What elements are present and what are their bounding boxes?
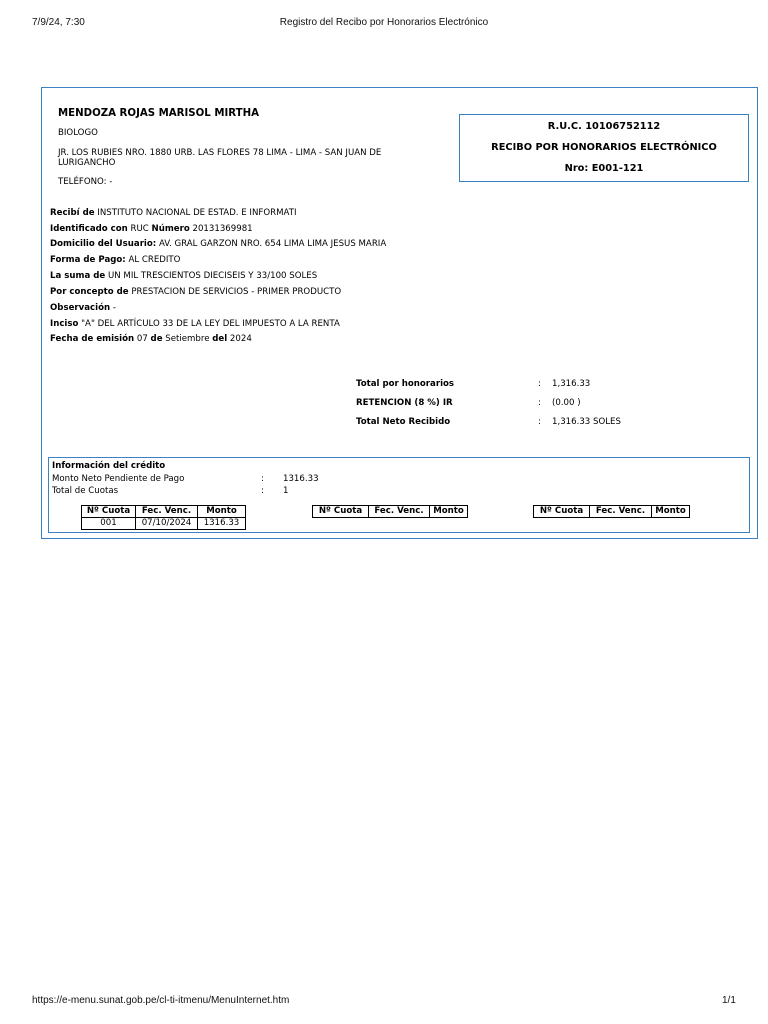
domicilio-label: Domicilio del Usuario: — [50, 239, 157, 249]
ident-number-label: Número — [151, 224, 190, 234]
retencion-value: (0.00 ) — [552, 398, 581, 408]
document-type: RECIBO POR HONORARIOS ELECTRÓNICO — [491, 142, 717, 153]
print-datetime: 7/9/24, 7:30 — [32, 17, 85, 28]
column-header-monto: Monto — [430, 506, 468, 518]
domicilio-value: AV. GRAL GARZON NRO. 654 LIMA LIMA JESUS MARIA — [158, 239, 387, 249]
issuer-phone: TELÉFONO: - — [58, 177, 113, 187]
cell-fec-venc: 07/10/2024 — [136, 518, 198, 530]
cuotas-sep: : — [261, 486, 264, 496]
column-header-monto: Monto — [652, 506, 690, 518]
column-header-monto: Monto — [198, 506, 246, 518]
column-header-fec-venc: Fec. Venc. — [369, 506, 430, 518]
detail-observacion — [50, 303, 116, 314]
inciso-label: Inciso — [50, 319, 79, 329]
table-header-row — [313, 506, 468, 518]
recibi-value: INSTITUTO NACIONAL DE ESTAD. E INFORMATI — [97, 208, 297, 218]
column-header-cuota: Nº Cuota — [534, 506, 590, 518]
fecha-day: 07 — [136, 334, 148, 344]
table-row — [82, 518, 246, 530]
total-neto-value: 1,316.33 SOLES — [552, 417, 621, 427]
detail-inciso — [50, 319, 340, 330]
issuer-profession: BIOLOGO — [58, 128, 98, 138]
pending-value: 1316.33 — [283, 474, 319, 484]
concepto-label: Por concepto de — [50, 287, 129, 297]
detail-forma-pago — [50, 255, 180, 266]
fecha-del: del — [212, 334, 228, 344]
cell-monto: 1316.33 — [198, 518, 246, 530]
column-header-cuota: Nº Cuota — [82, 506, 136, 518]
fecha-year: 2024 — [229, 334, 252, 344]
total-neto-label: Total Neto Recibido — [356, 417, 451, 427]
cell-cuota: 001 — [82, 518, 136, 530]
detail-identificado — [50, 224, 253, 235]
total-honorarios-value: 1,316.33 — [552, 379, 591, 389]
total-honorarios-sep: : — [538, 379, 541, 389]
suma-value: UN MIL TRESCIENTOS DIECISEIS Y 33/100 SOLES — [107, 271, 318, 281]
ruc-box — [459, 114, 749, 182]
fecha-label: Fecha de emisión — [50, 334, 135, 344]
ident-number: 20131369981 — [192, 224, 253, 234]
forma-pago-label: Forma de Pago: — [50, 255, 126, 265]
retencion-label: RETENCION (8 %) IR — [356, 398, 453, 408]
installments-table-1 — [81, 505, 246, 530]
installments-table-2 — [312, 505, 468, 518]
fecha-de: de — [150, 334, 163, 344]
receipt-number: Nro: E001-121 — [564, 163, 644, 174]
observacion-label: Observación — [50, 303, 111, 313]
column-header-fec-venc: Fec. Venc. — [590, 506, 652, 518]
detail-domicilio — [50, 239, 386, 250]
forma-pago-value: AL CREDITO — [128, 255, 181, 265]
issuer-name: MENDOZA ROJAS MARISOL MIRTHA — [58, 108, 259, 119]
cuotas-value: 1 — [283, 486, 289, 496]
retencion-sep: : — [538, 398, 541, 408]
installments-table-3 — [533, 505, 690, 518]
issuer-address-line2: LURIGANCHO — [58, 158, 116, 168]
concepto-value: PRESTACION DE SERVICIOS - PRIMER PRODUCTO — [131, 287, 342, 297]
total-honorarios-label: Total por honorarios — [356, 379, 455, 389]
inciso-value: "A" DEL ARTÍCULO 33 DE LA LEY DEL IMPUESTO A LA RENTA — [81, 319, 340, 329]
suma-label: La suma de — [50, 271, 106, 281]
column-header-cuota: Nº Cuota — [313, 506, 369, 518]
print-url: https://e-menu.sunat.gob.pe/cl-ti-itmenu/MenuInternet.htm — [32, 995, 290, 1006]
detail-recibi — [50, 208, 296, 219]
pending-sep: : — [261, 474, 264, 484]
issuer-address-line1: JR. LOS RUBIES NRO. 1880 URB. LAS FLORES 78 LIMA - LIMA - SAN JUAN DE — [58, 148, 382, 158]
observacion-value: - — [112, 303, 116, 313]
total-neto-sep: : — [538, 417, 541, 427]
table-header-row — [82, 506, 246, 518]
detail-concepto — [50, 287, 341, 298]
ruc-number: R.U.C. 10106752112 — [547, 121, 661, 132]
detail-fecha — [50, 334, 252, 345]
detail-suma — [50, 271, 317, 282]
pending-label: Monto Neto Pendiente de Pago — [52, 474, 185, 484]
table-header-row — [534, 506, 690, 518]
cuotas-label: Total de Cuotas — [52, 486, 119, 496]
ident-type: RUC — [130, 224, 149, 234]
fecha-month: Setiembre — [165, 334, 210, 344]
credit-title: Información del crédito — [52, 461, 166, 471]
column-header-fec-venc: Fec. Venc. — [136, 506, 198, 518]
print-page-number: 1/1 — [722, 995, 736, 1006]
print-title: Registro del Recibo por Honorarios Electrónico — [279, 17, 489, 28]
ident-label: Identificado con — [50, 224, 128, 234]
recibi-label: Recibí de — [50, 208, 95, 218]
